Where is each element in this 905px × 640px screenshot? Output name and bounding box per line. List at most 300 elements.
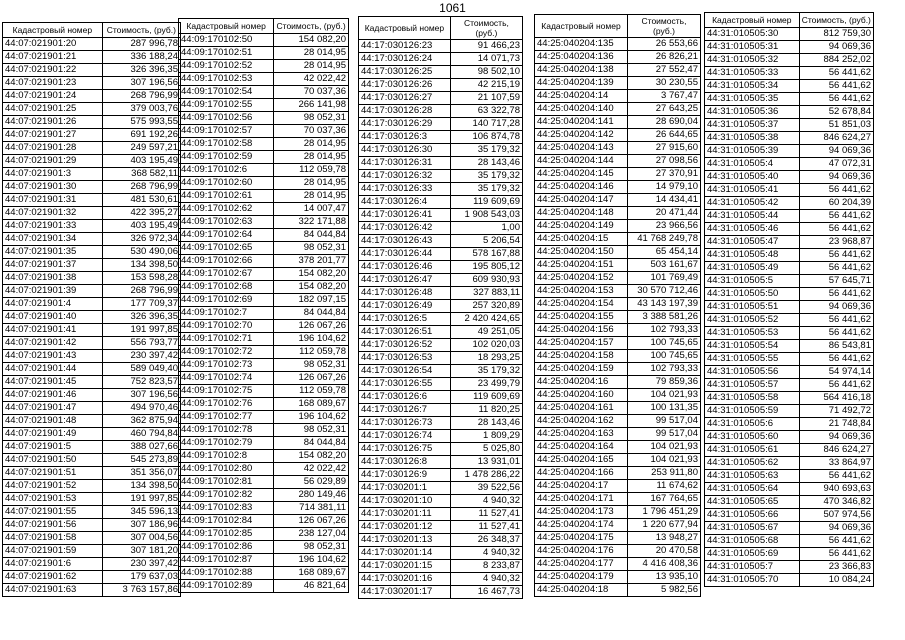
cost-cell: 422 395,27 xyxy=(102,207,180,220)
cadastral-number-cell: 44:17:030201:12 xyxy=(359,521,451,534)
cost-cell: 1 908 543,03 xyxy=(450,209,522,222)
table-row xyxy=(705,67,874,80)
cadastral-number-cell: 44:09:170102:84 xyxy=(179,515,274,528)
table-row xyxy=(705,262,874,275)
table-row xyxy=(359,352,523,365)
cost-cell: 23 366,83 xyxy=(799,561,873,574)
cost-cell: 167 764,65 xyxy=(627,493,700,506)
header-cost: Стоимость, (руб.) xyxy=(102,23,180,38)
cadastral-number-cell: 44:09:170102:76 xyxy=(179,398,274,411)
cadastral-number-cell: 44:25:040204:171 xyxy=(535,493,628,506)
cadastral-number-cell: 44:31:010505:49 xyxy=(705,262,800,275)
table-row xyxy=(359,170,523,183)
cadastral-number-cell: 44:17:030126:53 xyxy=(359,352,451,365)
cadastral-number-cell: 44:07:021901:56 xyxy=(3,519,103,532)
table-row xyxy=(3,259,181,272)
cadastral-number-cell: 44:25:040204:173 xyxy=(535,506,628,519)
header-cost: Стоимость, (руб.) xyxy=(799,13,873,28)
cost-cell: 812 759,30 xyxy=(799,28,873,41)
cost-cell: 54 974,14 xyxy=(799,366,873,379)
cadastral-number-cell: 44:07:021901:30 xyxy=(3,181,103,194)
cadastral-number-cell: 44:09:170102:55 xyxy=(179,99,274,112)
cadastral-number-cell: 44:17:030201:11 xyxy=(359,508,451,521)
cadastral-number-cell: 44:07:021901:35 xyxy=(3,246,103,259)
table-row xyxy=(535,389,701,402)
table-row xyxy=(359,508,523,521)
cadastral-number-cell: 44:25:040204:139 xyxy=(535,77,628,90)
table-row xyxy=(705,522,874,535)
cadastral-number-cell: 44:17:030126:41 xyxy=(359,209,451,222)
table-row xyxy=(705,106,874,119)
cadastral-number-cell: 44:25:040204:161 xyxy=(535,402,628,415)
cost-cell: 752 823,57 xyxy=(102,376,180,389)
cost-cell: 18 293,25 xyxy=(450,352,522,365)
table-row xyxy=(535,220,701,233)
table-row xyxy=(179,372,349,385)
cost-cell: 98 052,31 xyxy=(274,424,349,437)
cost-cell: 345 596,13 xyxy=(102,506,180,519)
cost-cell: 11 674,62 xyxy=(627,480,700,493)
table-row xyxy=(179,489,349,502)
cost-cell: 11 820,25 xyxy=(450,404,522,417)
header-cadastral-number: Кадастровый номер xyxy=(535,15,628,38)
table-row xyxy=(705,444,874,457)
cost-cell: 56 441,62 xyxy=(799,93,873,106)
table-row xyxy=(705,249,874,262)
cadastral-number-cell: 44:07:021901:48 xyxy=(3,415,103,428)
cost-cell: 112 059,78 xyxy=(274,164,349,177)
cost-cell: 28 143,46 xyxy=(450,417,522,430)
cost-cell: 71 492,72 xyxy=(799,405,873,418)
cost-cell: 1 478 286,22 xyxy=(450,469,522,482)
table-row xyxy=(3,298,181,311)
cadastral-number-cell: 44:07:021901:52 xyxy=(3,480,103,493)
table-row xyxy=(3,558,181,571)
cost-cell: 30 230,55 xyxy=(627,77,700,90)
table-row xyxy=(359,131,523,144)
cadastral-number-cell: 44:09:170102:75 xyxy=(179,385,274,398)
cadastral-number-cell: 44:17:030126:49 xyxy=(359,300,451,313)
table-row xyxy=(535,493,701,506)
cadastral-number-cell: 44:25:040204:140 xyxy=(535,103,628,116)
cadastral-number-cell: 44:17:030201:16 xyxy=(359,573,451,586)
table-row xyxy=(359,573,523,586)
cadastral-number-cell: 44:09:170102:69 xyxy=(179,294,274,307)
cost-cell: 99 517,04 xyxy=(627,415,700,428)
cost-cell: 1 796 451,29 xyxy=(627,506,700,519)
cadastral-number-cell: 44:09:170102:61 xyxy=(179,190,274,203)
cost-cell: 126 067,26 xyxy=(274,372,349,385)
table-row xyxy=(179,580,349,593)
table-row xyxy=(705,158,874,171)
cadastral-number-cell: 44:07:021901:29 xyxy=(3,155,103,168)
cost-cell: 84 044,84 xyxy=(274,307,349,320)
table-row xyxy=(705,275,874,288)
cadastral-number-cell: 44:17:030126:51 xyxy=(359,326,451,339)
table-row xyxy=(705,548,874,561)
cost-cell: 104 021,93 xyxy=(627,441,700,454)
cost-cell: 102 793,33 xyxy=(627,363,700,376)
cost-cell: 106 874,78 xyxy=(450,131,522,144)
cost-cell: 119 609,69 xyxy=(450,196,522,209)
cost-cell: 27 915,60 xyxy=(627,142,700,155)
cadastral-number-cell: 44:31:010505:69 xyxy=(705,548,800,561)
table-row xyxy=(705,210,874,223)
cost-cell: 126 067,26 xyxy=(274,320,349,333)
cadastral-number-cell: 44:09:170102:86 xyxy=(179,541,274,554)
cadastral-number-cell: 44:17:030126:4 xyxy=(359,196,451,209)
cost-cell: 56 441,62 xyxy=(799,184,873,197)
cadastral-number-cell: 44:09:170102:89 xyxy=(179,580,274,593)
cost-cell: 11 527,41 xyxy=(450,521,522,534)
table-row xyxy=(3,545,181,558)
cost-cell: 101 769,49 xyxy=(627,272,700,285)
cadastral-number-cell: 44:09:170102:63 xyxy=(179,216,274,229)
cadastral-number-cell: 44:07:021901:46 xyxy=(3,389,103,402)
table-row xyxy=(705,288,874,301)
table-row xyxy=(535,545,701,558)
table-row xyxy=(179,268,349,281)
cadastral-number-cell: 44:09:170102:62 xyxy=(179,203,274,216)
cost-cell: 100 745,65 xyxy=(627,350,700,363)
table-row xyxy=(535,532,701,545)
cadastral-number-cell: 44:09:170102:6 xyxy=(179,164,274,177)
cadastral-number-cell: 44:17:030201:13 xyxy=(359,534,451,547)
table-row xyxy=(179,320,349,333)
table-row xyxy=(535,285,701,298)
table-row xyxy=(359,339,523,352)
table-row xyxy=(179,515,349,528)
table-row xyxy=(705,236,874,249)
cadastral-number-cell: 44:31:010505:60 xyxy=(705,431,800,444)
table-header-row xyxy=(179,19,349,34)
cadastral-number-cell: 44:31:010505:37 xyxy=(705,119,800,132)
header-cost: Стоимость, (руб.) xyxy=(627,15,700,38)
cadastral-number-cell: 44:25:040204:138 xyxy=(535,64,628,77)
cost-cell: 112 059,78 xyxy=(274,385,349,398)
table-row xyxy=(705,483,874,496)
cadastral-number-cell: 44:17:030126:75 xyxy=(359,443,451,456)
table-row xyxy=(3,389,181,402)
cost-cell: 28 014,95 xyxy=(274,177,349,190)
cost-cell: 327 883,11 xyxy=(450,287,522,300)
cadastral-number-cell: 44:31:010505:30 xyxy=(705,28,800,41)
cost-cell: 4 940,32 xyxy=(450,547,522,560)
cost-cell: 196 104,62 xyxy=(274,554,349,567)
cadastral-number-cell: 44:25:040204:16 xyxy=(535,376,628,389)
cadastral-number-cell: 44:07:021901:43 xyxy=(3,350,103,363)
table-row xyxy=(705,340,874,353)
table-row xyxy=(705,535,874,548)
cost-cell: 56 441,62 xyxy=(799,223,873,236)
cadastral-number-cell: 44:31:010505:65 xyxy=(705,496,800,509)
cadastral-number-cell: 44:07:021901:50 xyxy=(3,454,103,467)
cadastral-number-cell: 44:07:021901:24 xyxy=(3,90,103,103)
cost-cell: 28 014,95 xyxy=(274,190,349,203)
cadastral-number-cell: 44:31:010505:42 xyxy=(705,197,800,210)
cadastral-number-cell: 44:07:021901:58 xyxy=(3,532,103,545)
cost-cell: 104 021,93 xyxy=(627,454,700,467)
table-row xyxy=(359,235,523,248)
table-row xyxy=(705,327,874,340)
cadastral-number-cell: 44:07:021901:63 xyxy=(3,584,103,597)
table-row xyxy=(359,404,523,417)
table-row xyxy=(535,233,701,246)
cost-cell: 56 441,62 xyxy=(799,80,873,93)
table-row xyxy=(179,86,349,99)
table-row xyxy=(179,203,349,216)
cadastral-number-cell: 44:17:030126:42 xyxy=(359,222,451,235)
table-row xyxy=(535,337,701,350)
cadastral-number-cell: 44:17:030126:55 xyxy=(359,378,451,391)
cadastral-number-cell: 44:17:030126:31 xyxy=(359,157,451,170)
cost-cell: 154 082,20 xyxy=(274,281,349,294)
table-row xyxy=(3,493,181,506)
cost-cell: 530 490,06 xyxy=(102,246,180,259)
table-row xyxy=(705,171,874,184)
cost-cell: 35 179,32 xyxy=(450,170,522,183)
table-row xyxy=(359,482,523,495)
table-row xyxy=(3,337,181,350)
table-row xyxy=(3,376,181,389)
table-row xyxy=(179,450,349,463)
cost-cell: 52 678,84 xyxy=(799,106,873,119)
cost-cell: 3 388 581,26 xyxy=(627,311,700,324)
cost-cell: 26 826,21 xyxy=(627,51,700,64)
cadastral-number-cell: 44:25:040204:160 xyxy=(535,389,628,402)
table-row xyxy=(705,379,874,392)
cadastral-number-cell: 44:07:021901:51 xyxy=(3,467,103,480)
cadastral-number-cell: 44:25:040204:15 xyxy=(535,233,628,246)
cadastral-number-cell: 44:09:170102:80 xyxy=(179,463,274,476)
table-row xyxy=(3,116,181,129)
table-row xyxy=(535,480,701,493)
header-cadastral-number: Кадастровый номер xyxy=(359,17,451,40)
table-row xyxy=(3,467,181,480)
table-row xyxy=(179,138,349,151)
cost-cell: 16 467,73 xyxy=(450,586,522,599)
table-row xyxy=(3,415,181,428)
table-row xyxy=(535,142,701,155)
cost-cell: 379 003,76 xyxy=(102,103,180,116)
cost-cell: 112 059,78 xyxy=(274,346,349,359)
cost-cell: 13 948,27 xyxy=(627,532,700,545)
cost-cell: 168 089,67 xyxy=(274,567,349,580)
cost-cell: 268 796,99 xyxy=(102,181,180,194)
table-header-row xyxy=(705,13,874,28)
cadastral-number-cell: 44:17:030126:74 xyxy=(359,430,451,443)
table-row xyxy=(179,242,349,255)
table-row xyxy=(535,38,701,51)
cadastral-number-cell: 44:17:030126:8 xyxy=(359,456,451,469)
cost-cell: 556 793,77 xyxy=(102,337,180,350)
cadastral-number-cell: 44:09:170102:79 xyxy=(179,437,274,450)
cadastral-number-cell: 44:07:021901:23 xyxy=(3,77,103,90)
table-row xyxy=(3,233,181,246)
cost-cell: 21 107,59 xyxy=(450,92,522,105)
cost-cell: 10 084,24 xyxy=(799,574,873,587)
cadastral-number-cell: 44:25:040204:150 xyxy=(535,246,628,259)
cost-cell: 575 993,55 xyxy=(102,116,180,129)
table-row xyxy=(535,246,701,259)
cadastral-number-cell: 44:31:010505:66 xyxy=(705,509,800,522)
cost-cell: 578 167,88 xyxy=(450,248,522,261)
cost-cell: 1 809,29 xyxy=(450,430,522,443)
cost-cell: 51 851,03 xyxy=(799,119,873,132)
cost-cell: 56 441,62 xyxy=(799,288,873,301)
cadastral-number-cell: 44:31:010505:39 xyxy=(705,145,800,158)
cadastral-number-cell: 44:25:040204:166 xyxy=(535,467,628,480)
cost-cell: 41 768 249,78 xyxy=(627,233,700,246)
cost-table-2 xyxy=(178,18,349,593)
cadastral-number-cell: 44:09:170102:71 xyxy=(179,333,274,346)
cost-cell: 13 931,01 xyxy=(450,456,522,469)
table-row xyxy=(3,428,181,441)
cost-cell: 3 763 157,86 xyxy=(102,584,180,597)
table-row xyxy=(179,554,349,567)
cost-cell: 20 471,44 xyxy=(627,207,700,220)
cadastral-number-cell: 44:31:010505:55 xyxy=(705,353,800,366)
table-row xyxy=(535,506,701,519)
cost-cell: 84 044,84 xyxy=(274,229,349,242)
table-row xyxy=(705,392,874,405)
table-row xyxy=(3,532,181,545)
cadastral-number-cell: 44:31:010505:61 xyxy=(705,444,800,457)
cadastral-number-cell: 44:31:010505:50 xyxy=(705,288,800,301)
cost-cell: 84 044,84 xyxy=(274,437,349,450)
table-row xyxy=(3,519,181,532)
cost-cell: 140 717,28 xyxy=(450,118,522,131)
cost-cell: 99 517,04 xyxy=(627,428,700,441)
table-row xyxy=(179,359,349,372)
cadastral-number-cell: 44:31:010505:67 xyxy=(705,522,800,535)
cost-table-5 xyxy=(704,12,874,587)
cost-cell: 134 398,50 xyxy=(102,480,180,493)
cadastral-number-cell: 44:17:030126:29 xyxy=(359,118,451,131)
table-row xyxy=(535,324,701,337)
cadastral-number-cell: 44:09:170102:52 xyxy=(179,60,274,73)
cost-cell: 119 609,69 xyxy=(450,391,522,404)
cost-cell: 691 192,26 xyxy=(102,129,180,142)
table-row xyxy=(535,402,701,415)
table-row xyxy=(705,119,874,132)
table-row xyxy=(705,561,874,574)
table-row xyxy=(179,333,349,346)
cost-cell: 134 398,50 xyxy=(102,259,180,272)
cadastral-number-cell: 44:09:170102:54 xyxy=(179,86,274,99)
cadastral-number-cell: 44:31:010505:32 xyxy=(705,54,800,67)
cadastral-number-cell: 44:25:040204:149 xyxy=(535,220,628,233)
cadastral-number-cell: 44:31:010505:36 xyxy=(705,106,800,119)
cost-cell: 388 027,66 xyxy=(102,441,180,454)
table-row xyxy=(705,223,874,236)
table-row xyxy=(705,574,874,587)
cadastral-number-cell: 44:09:170102:60 xyxy=(179,177,274,190)
cost-cell: 42 022,42 xyxy=(274,73,349,86)
cadastral-number-cell: 44:09:170102:53 xyxy=(179,73,274,86)
cost-cell: 253 911,80 xyxy=(627,467,700,480)
cadastral-number-cell: 44:07:021901:40 xyxy=(3,311,103,324)
cost-cell: 104 021,93 xyxy=(627,389,700,402)
table-row xyxy=(535,51,701,64)
cost-cell: 56 441,62 xyxy=(799,210,873,223)
cadastral-number-cell: 44:25:040204:175 xyxy=(535,532,628,545)
cost-cell: 195 805,12 xyxy=(450,261,522,274)
table-row xyxy=(3,207,181,220)
cadastral-number-cell: 44:31:010505:41 xyxy=(705,184,800,197)
cost-cell: 56 441,62 xyxy=(799,314,873,327)
table-row xyxy=(359,248,523,261)
cost-cell: 368 582,11 xyxy=(102,168,180,181)
cadastral-number-cell: 44:09:170102:8 xyxy=(179,450,274,463)
cost-cell: 307 004,56 xyxy=(102,532,180,545)
table-row xyxy=(359,261,523,274)
cost-cell: 268 796,99 xyxy=(102,90,180,103)
cadastral-number-cell: 44:31:010505:57 xyxy=(705,379,800,392)
table-row xyxy=(3,402,181,415)
table-row xyxy=(359,300,523,313)
table-row xyxy=(535,259,701,272)
cost-cell: 126 067,26 xyxy=(274,515,349,528)
cadastral-number-cell: 44:25:040204:142 xyxy=(535,129,628,142)
table-row xyxy=(179,151,349,164)
cost-cell: 307 181,20 xyxy=(102,545,180,558)
cadastral-number-cell: 44:09:170102:70 xyxy=(179,320,274,333)
table-row xyxy=(179,125,349,138)
table-row xyxy=(359,391,523,404)
table-row xyxy=(3,220,181,233)
table-row xyxy=(3,324,181,337)
table-row xyxy=(179,463,349,476)
header-cadastral-number: Кадастровый номер xyxy=(705,13,800,28)
cost-cell: 336 188,24 xyxy=(102,51,180,64)
table-row xyxy=(535,298,701,311)
cadastral-number-cell: 44:17:030126:6 xyxy=(359,391,451,404)
cost-cell: 14 071,73 xyxy=(450,53,522,66)
cadastral-number-cell: 44:31:010505:34 xyxy=(705,80,800,93)
table-row xyxy=(705,366,874,379)
table-row xyxy=(179,307,349,320)
table-header-row xyxy=(3,23,181,38)
table-row xyxy=(359,222,523,235)
table-row xyxy=(705,418,874,431)
cadastral-number-cell: 44:31:010505:33 xyxy=(705,67,800,80)
table-row xyxy=(359,521,523,534)
cadastral-number-cell: 44:09:170102:59 xyxy=(179,151,274,164)
cadastral-number-cell: 44:07:021901:26 xyxy=(3,116,103,129)
table-row xyxy=(535,363,701,376)
cost-cell: 79 859,36 xyxy=(627,376,700,389)
cost-cell: 57 645,71 xyxy=(799,275,873,288)
table-row xyxy=(3,454,181,467)
cadastral-number-cell: 44:31:010505:6 xyxy=(705,418,800,431)
table-row xyxy=(535,194,701,207)
cadastral-number-cell: 44:25:040204:153 xyxy=(535,285,628,298)
cadastral-number-cell: 44:31:010505:5 xyxy=(705,275,800,288)
cost-cell: 28 690,04 xyxy=(627,116,700,129)
cadastral-number-cell: 44:07:021901:53 xyxy=(3,493,103,506)
cost-cell: 43 143 197,39 xyxy=(627,298,700,311)
cost-cell: 5 025,80 xyxy=(450,443,522,456)
cadastral-number-cell: 44:07:021901:38 xyxy=(3,272,103,285)
cost-cell: 47 072,31 xyxy=(799,158,873,171)
cadastral-number-cell: 44:07:021901:62 xyxy=(3,571,103,584)
cadastral-number-cell: 44:09:170102:83 xyxy=(179,502,274,515)
cost-cell: 307 186,96 xyxy=(102,519,180,532)
cost-cell: 4 416 408,36 xyxy=(627,558,700,571)
cadastral-number-cell: 44:31:010505:70 xyxy=(705,574,800,587)
cadastral-number-cell: 44:25:040204:162 xyxy=(535,415,628,428)
